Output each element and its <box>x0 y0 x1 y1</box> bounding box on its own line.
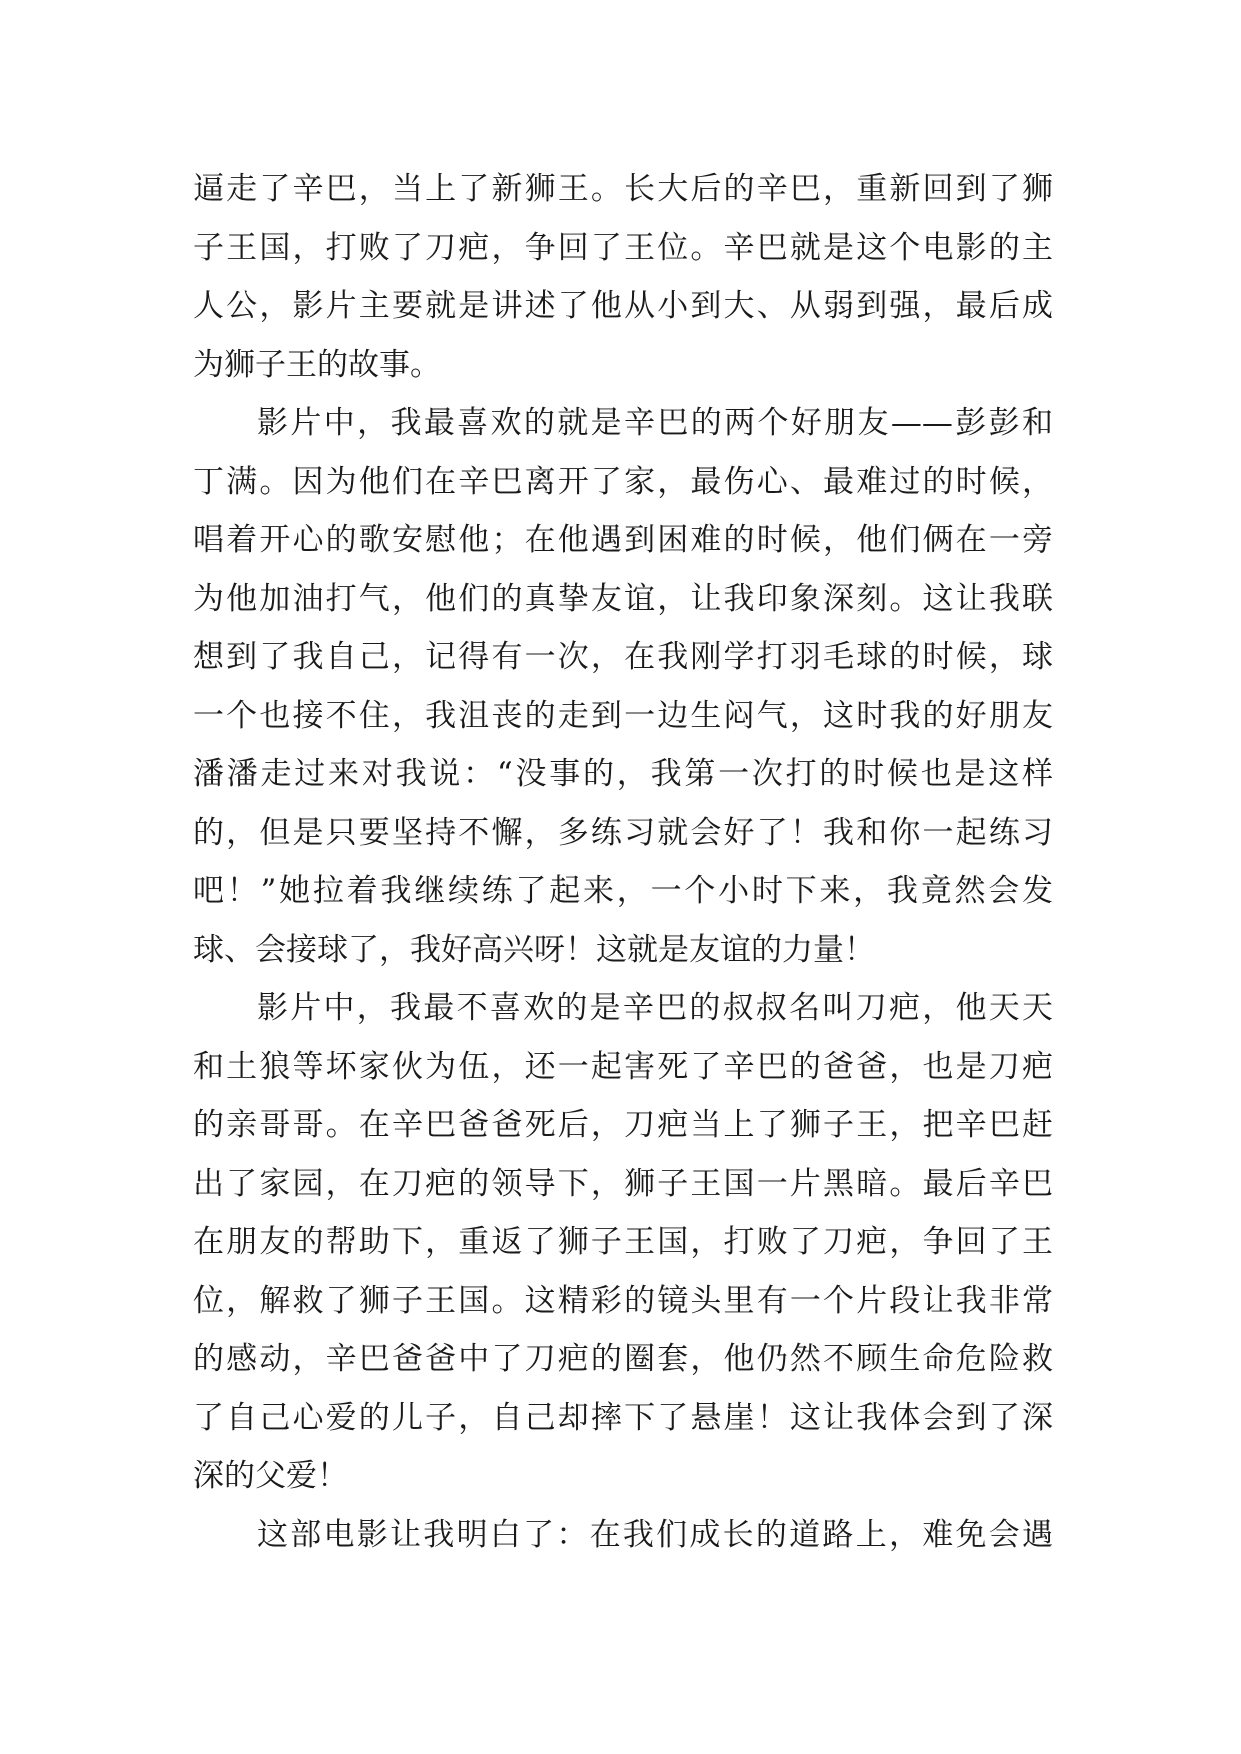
text-line: 逼走了辛巴，当上了新狮王。长大后的辛巴，重新回到了狮 <box>193 171 1053 207</box>
text-line: 深的父爱！ <box>193 1458 348 1494</box>
text-line: 在朋友的帮助下，重返了狮子王国，打败了刀疤，争回了王 <box>193 1224 1053 1260</box>
body-text <box>193 160 1053 1564</box>
text-line: 球、会接球了，我好高兴呀！这就是友谊的力量！ <box>193 931 875 968</box>
text-line: 为他加油打气，他们的真挚友谊，让我印象深刻。这让我联 <box>193 580 1053 617</box>
text-line: 的感动，辛巴爸爸中了刀疤的圈套，他仍然不顾生命危险救 <box>193 1341 1053 1377</box>
text-line: 的，但是只要坚持不懈，多练习就会好了！我和你一起练习 <box>193 814 1053 851</box>
text-line: 出了家园，在刀疤的领导下，狮子王国一片黑暗。最后辛巴 <box>193 1165 1053 1202</box>
text-line: 子王国，打败了刀疤，争回了王位。辛巴就是这个电影的主 <box>193 229 1053 266</box>
text-line: 吧！”她拉着我继续练了起来，一个小时下来，我竟然会发 <box>193 873 1053 909</box>
paragraph-first-line: 影片中，我最不喜欢的是辛巴的叔叔名叫刀疤，他天天 <box>257 990 1053 1026</box>
paragraph-first-line: 影片中，我最喜欢的就是辛巴的两个好朋友——彭彭和 <box>257 405 1053 441</box>
text-line: 位，解救了狮子王国。这精彩的镜头里有一个片段让我非常 <box>193 1282 1053 1319</box>
paragraph-first-line: 这部电影让我明白了：在我们成长的道路上，难免会遇 <box>257 1516 1053 1553</box>
text-line: 潘潘走过来对我说：“没事的，我第一次打的时候也是这样 <box>193 756 1053 792</box>
text-line: 为狮子王的故事。 <box>193 346 441 383</box>
text-line: 了自己心爱的儿子，自己却摔下了悬崖！这让我体会到了深 <box>193 1399 1053 1436</box>
text-line: 想到了我自己，记得有一次，在我刚学打羽毛球的时候，球 <box>193 639 1053 675</box>
text-line: 唱着开心的歌安慰他；在他遇到困难的时候，他们俩在一旁 <box>193 522 1053 558</box>
text-line: 一个也接不住，我沮丧的走到一边生闷气，这时我的好朋友 <box>193 697 1053 734</box>
text-line: 和土狼等坏家伙为伍，还一起害死了辛巴的爸爸，也是刀疤 <box>193 1048 1053 1085</box>
text-line: 人公，影片主要就是讲述了他从小到大、从弱到强，最后成 <box>193 288 1053 324</box>
text-line: 丁满。因为他们在辛巴离开了家，最伤心、最难过的时候， <box>193 463 1053 500</box>
text-line: 的亲哥哥。在辛巴爸爸死后，刀疤当上了狮子王，把辛巴赶 <box>193 1107 1053 1143</box>
